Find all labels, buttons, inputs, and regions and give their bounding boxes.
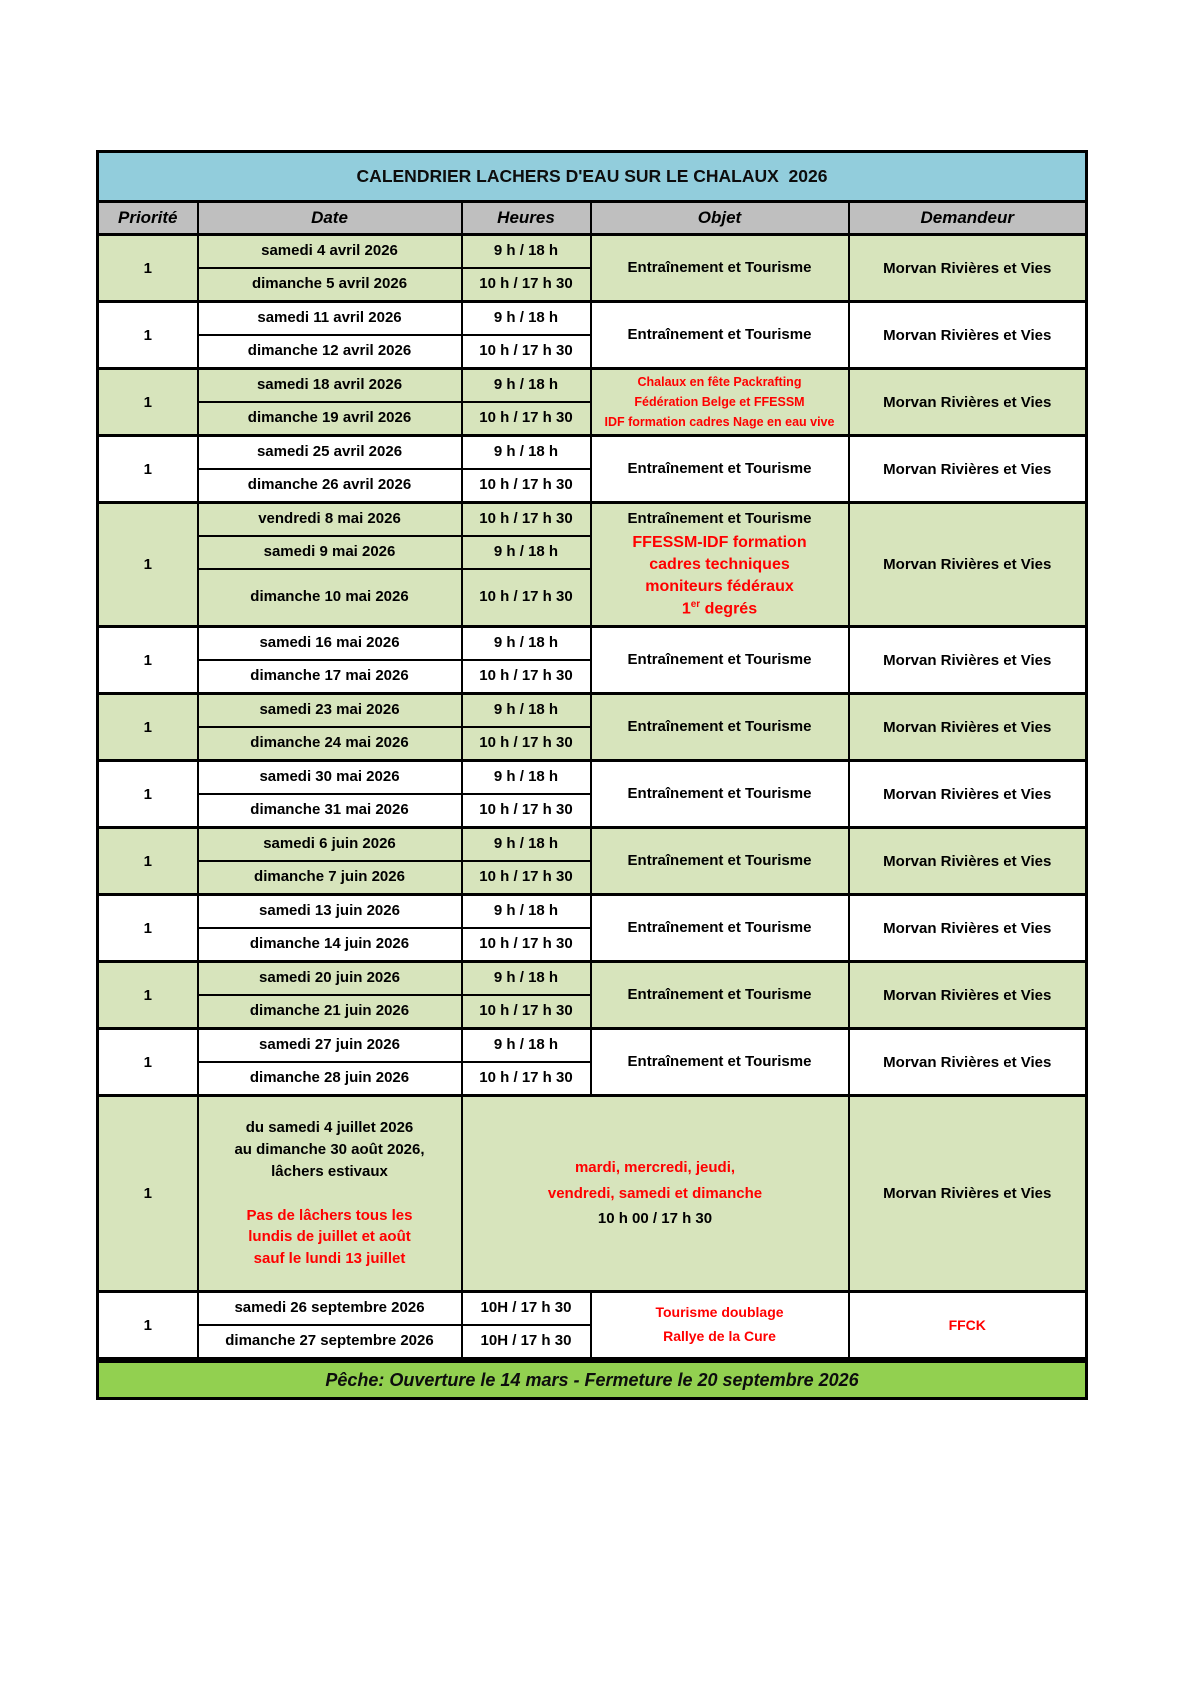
objet-cell: Entraînement et Tourisme xyxy=(591,302,849,369)
objet-line: 1er degrés xyxy=(681,599,758,618)
demandeur-cell: Morvan Rivières et Vies xyxy=(849,436,1087,503)
date-cell: samedi 16 mai 2026 xyxy=(198,627,462,661)
table-row xyxy=(98,895,1087,929)
heures-cell: 9 h / 18 h xyxy=(462,694,591,728)
doc-title: CALENDRIER LACHERS D'EAU SUR LE CHALAUX 2026 xyxy=(98,152,1087,202)
demandeur-cell: Morvan Rivières et Vies xyxy=(849,235,1087,302)
objet-line: Chalaux en fête Packrafting xyxy=(637,374,802,389)
objet-cell: Entraînement et Tourisme xyxy=(591,436,849,503)
date-cell: dimanche 21 juin 2026 xyxy=(198,995,462,1029)
demandeur-cell: Morvan Rivières et Vies xyxy=(849,1096,1087,1292)
priority-cell: 1 xyxy=(98,828,198,895)
demandeur-cell: Morvan Rivières et Vies xyxy=(849,302,1087,369)
heures-cell: 9 h / 18 h xyxy=(462,235,591,269)
heures-cell: 9 h / 18 h xyxy=(462,302,591,336)
demandeur-cell: Morvan Rivières et Vies xyxy=(849,1029,1087,1096)
heures-cell: 10 h / 17 h 30 xyxy=(462,335,591,369)
calendar-table xyxy=(96,150,1088,1400)
date-cell: dimanche 5 avril 2026 xyxy=(198,268,462,302)
priority-cell: 1 xyxy=(98,1096,198,1292)
objet-cell: Entraînement et Tourisme xyxy=(591,627,849,694)
heures-cell: 10 h / 17 h 30 xyxy=(462,469,591,503)
date-cell: dimanche 26 avril 2026 xyxy=(198,469,462,503)
objet-line: cadres techniques xyxy=(649,556,790,574)
heures-cell: 10H / 17 h 30 xyxy=(462,1325,591,1360)
footer-row xyxy=(98,1360,1087,1399)
demandeur-cell: Morvan Rivières et Vies xyxy=(849,761,1087,828)
date-cell: samedi 13 juin 2026 xyxy=(198,895,462,929)
heures-cell: 10 h / 17 h 30 xyxy=(462,727,591,761)
heures-objet-cell xyxy=(462,1096,849,1292)
date-cell: dimanche 12 avril 2026 xyxy=(198,335,462,369)
date-cell: samedi 25 avril 2026 xyxy=(198,436,462,470)
header-row xyxy=(98,202,1087,235)
table-row xyxy=(98,694,1087,728)
objet-cell: Entraînement et Tourisme xyxy=(591,828,849,895)
date-cell: dimanche 19 avril 2026 xyxy=(198,402,462,436)
objet-cell: Entraînement et Tourisme xyxy=(591,761,849,828)
objet-cell: Entraînement et Tourisme xyxy=(591,895,849,962)
heures-cell: 9 h / 18 h xyxy=(462,895,591,929)
table-row xyxy=(98,1292,1087,1326)
table-row xyxy=(98,761,1087,795)
demandeur-cell: Morvan Rivières et Vies xyxy=(849,895,1087,962)
date-cell: dimanche 7 juin 2026 xyxy=(198,861,462,895)
objet-cell xyxy=(591,369,849,436)
heures-cell: 10 h / 17 h 30 xyxy=(462,268,591,302)
heures-cell: 10 h / 17 h 30 xyxy=(462,995,591,1029)
priority-cell: 1 xyxy=(98,962,198,1029)
objet-line: FFESSM-IDF formation xyxy=(632,534,807,552)
heures-cell: 9 h / 18 h xyxy=(462,828,591,862)
heures-cell: 10 h / 17 h 30 xyxy=(462,569,591,627)
demandeur-cell: Morvan Rivières et Vies xyxy=(849,369,1087,436)
objet-cell: Entraînement et Tourisme xyxy=(591,962,849,1029)
heures-cell: 9 h / 18 h xyxy=(462,536,591,569)
heures-cell: 10 h / 17 h 30 xyxy=(462,402,591,436)
objet-line: IDF formation cadres Nage en eau vive xyxy=(604,415,835,430)
title-row xyxy=(98,152,1087,202)
table-row xyxy=(98,503,1087,537)
table-row xyxy=(98,302,1087,336)
summer-hours: 10 h 00 / 17 h 30 xyxy=(597,1210,713,1228)
fishing-notice: Pêche: Ouverture le 14 mars - Fermeture le 20 septembre 2026 xyxy=(98,1360,1087,1399)
priority-cell: 1 xyxy=(98,369,198,436)
priority-cell: 1 xyxy=(98,761,198,828)
objet-line: Rallye de la Cure xyxy=(663,1328,776,1344)
column-header-heures: Heures xyxy=(462,202,591,235)
date-cell: samedi 20 juin 2026 xyxy=(198,962,462,996)
heures-cell: 10 h / 17 h 30 xyxy=(462,503,591,537)
table-row xyxy=(98,1029,1087,1063)
heures-cell: 10 h / 17 h 30 xyxy=(462,861,591,895)
date-cell: dimanche 28 juin 2026 xyxy=(198,1062,462,1096)
date-cell: dimanche 10 mai 2026 xyxy=(198,569,462,627)
heures-cell: 9 h / 18 h xyxy=(462,369,591,403)
heures-cell: 10 h / 17 h 30 xyxy=(462,1062,591,1096)
demandeur-cell: Morvan Rivières et Vies xyxy=(849,962,1087,1029)
summer-days-red: mardi, mercredi, jeudi, vendredi, samedi et dimanche xyxy=(547,1159,763,1202)
date-cell: samedi 11 avril 2026 xyxy=(198,302,462,336)
priority-cell: 1 xyxy=(98,302,198,369)
table-row-summer xyxy=(98,1096,1087,1292)
heures-cell: 9 h / 18 h xyxy=(462,627,591,661)
table-row xyxy=(98,962,1087,996)
date-cell: dimanche 17 mai 2026 xyxy=(198,660,462,694)
demandeur-cell: Morvan Rivières et Vies xyxy=(849,503,1087,627)
priority-cell: 1 xyxy=(98,694,198,761)
priority-cell: 1 xyxy=(98,235,198,302)
column-header-date: Date xyxy=(198,202,462,235)
heures-cell: 9 h / 18 h xyxy=(462,761,591,795)
summer-date-black: du samedi 4 juillet 2026 au dimanche 30 août 2026, lâchers estivaux xyxy=(234,1119,425,1180)
heures-cell: 10 h / 17 h 30 xyxy=(462,928,591,962)
date-cell: dimanche 14 juin 2026 xyxy=(198,928,462,962)
objet-line: Tourisme doublage xyxy=(655,1304,784,1321)
priority-cell: 1 xyxy=(98,1029,198,1096)
objet-cell: Entraînement et Tourisme xyxy=(591,235,849,302)
objet-line: Entraînement et Tourisme xyxy=(627,510,812,528)
summer-date-red: Pas de lâchers tous les lundis de juillet et août sauf le lundi 13 juillet xyxy=(246,1206,413,1267)
date-cell: samedi 30 mai 2026 xyxy=(198,761,462,795)
table-row xyxy=(98,828,1087,862)
priority-cell: 1 xyxy=(98,627,198,694)
objet-line: moniteurs fédéraux xyxy=(645,578,794,596)
calendar-document xyxy=(96,150,1088,1400)
date-cell: samedi 23 mai 2026 xyxy=(198,694,462,728)
date-cell: dimanche 31 mai 2026 xyxy=(198,794,462,828)
heures-cell: 9 h / 18 h xyxy=(462,962,591,996)
date-cell: samedi 27 juin 2026 xyxy=(198,1029,462,1063)
date-cell xyxy=(198,1096,462,1292)
table-row xyxy=(98,235,1087,269)
date-cell: dimanche 24 mai 2026 xyxy=(198,727,462,761)
demandeur-cell: FFCK xyxy=(849,1292,1087,1361)
column-header-objet: Objet xyxy=(591,202,849,235)
date-cell: vendredi 8 mai 2026 xyxy=(198,503,462,537)
objet-cell: Entraînement et Tourisme xyxy=(591,1029,849,1096)
heures-cell: 9 h / 18 h xyxy=(462,436,591,470)
priority-cell: 1 xyxy=(98,1292,198,1361)
objet-red-block xyxy=(594,532,846,621)
date-cell: samedi 26 septembre 2026 xyxy=(198,1292,462,1326)
table-row xyxy=(98,436,1087,470)
heures-cell: 9 h / 18 h xyxy=(462,1029,591,1063)
table-row xyxy=(98,369,1087,403)
column-header-priorite: Priorité xyxy=(98,202,198,235)
date-cell: dimanche 27 septembre 2026 xyxy=(198,1325,462,1360)
objet-cell xyxy=(591,1292,849,1361)
priority-cell: 1 xyxy=(98,503,198,627)
column-header-demandeur: Demandeur xyxy=(849,202,1087,235)
objet-cell xyxy=(591,503,849,627)
objet-cell: Entraînement et Tourisme xyxy=(591,694,849,761)
date-cell: samedi 9 mai 2026 xyxy=(198,536,462,569)
demandeur-cell: Morvan Rivières et Vies xyxy=(849,627,1087,694)
date-cell: samedi 6 juin 2026 xyxy=(198,828,462,862)
priority-cell: 1 xyxy=(98,436,198,503)
demandeur-cell: Morvan Rivières et Vies xyxy=(849,694,1087,761)
date-cell: samedi 18 avril 2026 xyxy=(198,369,462,403)
heures-cell: 10 h / 17 h 30 xyxy=(462,660,591,694)
objet-line: Fédération Belge et FFESSM xyxy=(634,394,805,409)
table-row xyxy=(98,627,1087,661)
demandeur-cell: Morvan Rivières et Vies xyxy=(849,828,1087,895)
heures-cell: 10H / 17 h 30 xyxy=(462,1292,591,1326)
date-cell: samedi 4 avril 2026 xyxy=(198,235,462,269)
heures-cell: 10 h / 17 h 30 xyxy=(462,794,591,828)
priority-cell: 1 xyxy=(98,895,198,962)
